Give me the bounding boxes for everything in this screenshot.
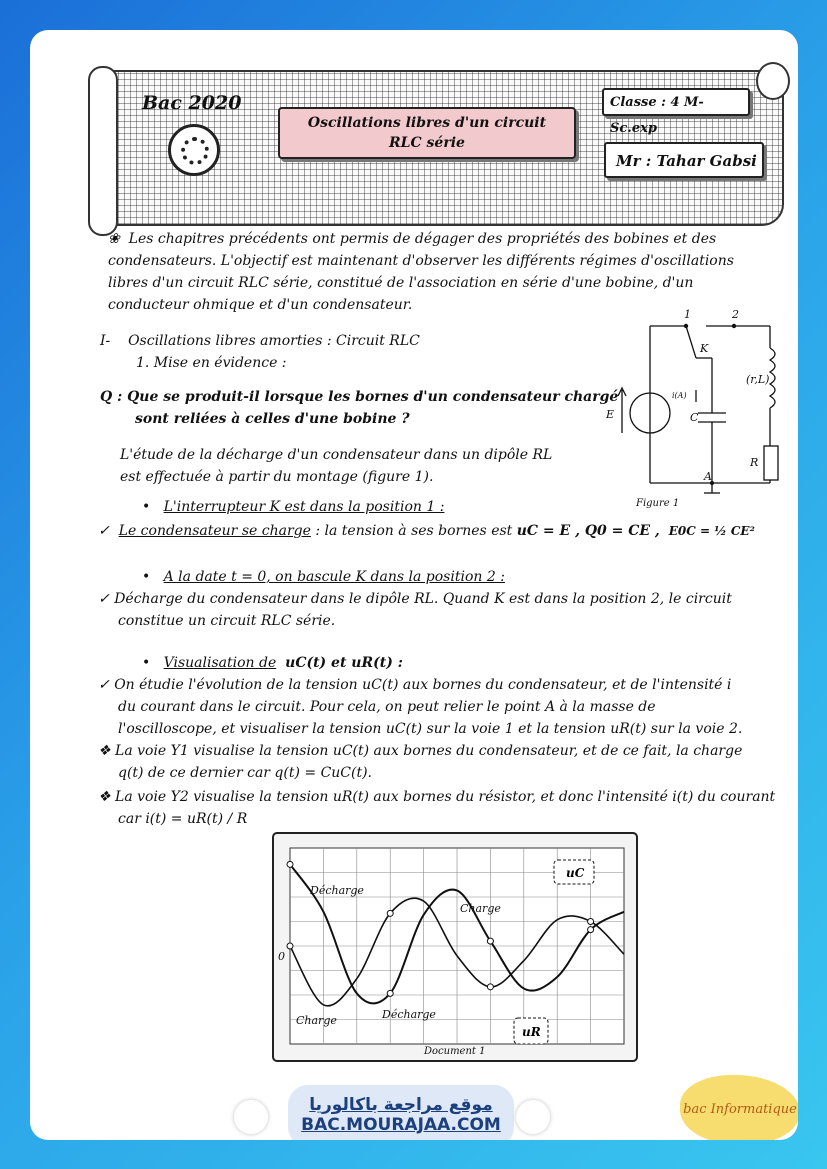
charge-line: ✓ Le condensateur se charge : la tension à ses bornes est uC = E , Q0 = CE , E0C = ½ CE² [98, 523, 755, 539]
scroll-roll-right [756, 62, 790, 100]
site-url-link[interactable]: BAC.MOURAJAA.COM [301, 1115, 501, 1135]
label-1: 1 [684, 308, 691, 321]
title-line-1: Oscillations libres d'un circuit [307, 115, 547, 131]
visual-line-3: l'oscilloscope, et visualiser la tension uC(t) sur la voie 1 et la tension uR(t) sur la voie 2. [118, 721, 743, 737]
resistor-rect [764, 446, 778, 480]
coil-path [770, 348, 775, 408]
label-C: C [690, 411, 699, 424]
annot-decharge-1: Décharge [310, 884, 364, 897]
section-subheading: 1. Mise en évidence : [136, 355, 287, 371]
intro-paragraph: ❀ Les chapitres précédents ont permis de dégager des propriétés des bobines et des condensateurs. L'objectif est maintenant d'observer les différents régimes d'oscillations libres d'un circuit RLC série, constitué de l'association en série d'une bobine, d'un conducteur ohmique et d'un condensateur. [108, 231, 734, 313]
oscillogram-chart [272, 832, 638, 1062]
site-banner[interactable] [288, 1085, 514, 1140]
bullet-visualisation: • Visualisation de uC(t) et uR(t) : [142, 655, 403, 671]
switch-blade [686, 326, 696, 358]
decharge-line-2: constitue un circuit RLC série. [118, 613, 336, 629]
point-uC [588, 927, 594, 933]
label-2: 2 [732, 308, 739, 321]
section-heading: I- Oscillations libres amorties : Circuit RLC [100, 333, 420, 349]
label-i: i(A) [672, 391, 687, 400]
uc-callout-label: uC [566, 866, 585, 880]
question-line-2: sont reliées à celles d'une bobine ? [135, 411, 410, 427]
circuit-diagram [600, 308, 798, 508]
decharge-line-1: ✓ Décharge du condensateur dans le dipôle RL. Quand K est dans la position 2, le circuit [98, 591, 732, 607]
site-arabic-name: موقع مراجعة باكالوريا [309, 1095, 493, 1115]
annot-charge-1: Charge [460, 902, 501, 915]
teacher-label: Mr : Tahar Gabsi [604, 142, 764, 178]
point-uR [487, 984, 493, 990]
point-uR [287, 943, 293, 949]
right-round-logo-icon [516, 1100, 550, 1134]
visual-line-1: ✓ On étudie l'évolution de la tension uC(t) aux bornes du condensateur, et de l'intensité i [98, 677, 732, 693]
bullet-charge: • L'interrupteur K est dans la position 1 : [142, 499, 445, 515]
point-uR [588, 919, 594, 925]
label-E: E [606, 408, 615, 421]
y2-line-1: ❖ La voie Y2 visualise la tension uR(t) aux bornes du résistor, et donc l'intensité i(t) du courant [98, 789, 776, 805]
school-emblem-icon [168, 124, 220, 176]
point-uC [287, 861, 293, 867]
document-page [30, 30, 798, 1140]
y1-line-1: ❖ La voie Y1 visualise la tension uC(t) aux bornes du condensateur, et de ce fait, la charge [98, 743, 743, 759]
question-line-1: Q : Que se produit-il lorsque les bornes d'un condensateur chargé [100, 389, 619, 405]
chart-title: Document 1 [424, 1046, 486, 1057]
point-uC [487, 938, 493, 944]
bac-year-label: Bac 2020 [142, 92, 242, 114]
zero-label: 0 [278, 950, 285, 963]
annot-charge-2: Charge [296, 1014, 337, 1027]
label-rL: (r,L) [746, 373, 770, 386]
ur-callout-label: uR [522, 1025, 541, 1039]
visual-line-2: du courant dans le circuit. Pour cela, on peut relier le point A à la masse de [118, 699, 656, 715]
title-line-2: RLC série [389, 135, 465, 151]
label-A: A [704, 470, 712, 483]
figure-label: Figure 1 [636, 498, 680, 508]
study-line-1: L'étude de la décharge d'un condensateur dans un dipôle RL [120, 447, 553, 463]
bullet-decharge: • A la date t = 0, on bascule K dans la position 2 : [142, 569, 505, 585]
label-R: R [750, 456, 759, 469]
study-line-2: est effectuée à partir du montage (figure 1). [120, 469, 434, 485]
y1-line-2: q(t) de ce dernier car q(t) = CuC(t). [118, 765, 373, 781]
scroll-roll-left [88, 66, 118, 236]
y2-line-2: car i(t) = uR(t) / R [118, 811, 248, 827]
class-label: Classe : 4 M- Sc.exp [602, 88, 750, 116]
point-uC [387, 990, 393, 996]
lesson-title [278, 107, 576, 159]
bac-informatique-badge: bac Informatique [680, 1075, 798, 1140]
left-round-logo-icon [234, 1100, 268, 1134]
annot-decharge-2: Décharge [382, 1008, 436, 1021]
point-uR [387, 910, 393, 916]
label-K: K [700, 342, 709, 355]
flower-bullet-icon: ❀ [108, 231, 120, 247]
